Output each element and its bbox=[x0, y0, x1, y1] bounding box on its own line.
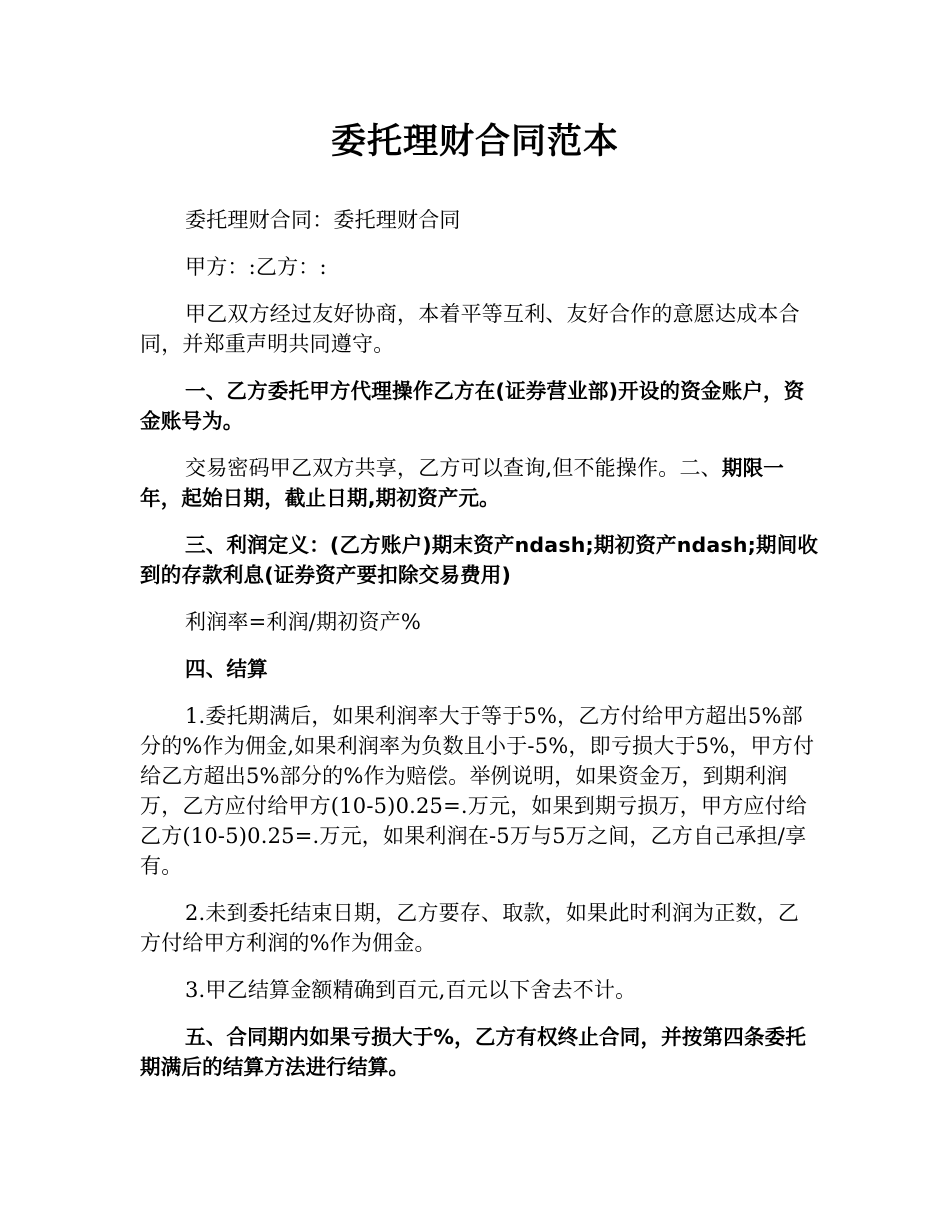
clause-5: 五、合同期内如果亏损大于%，乙方有权终止合同，并按第四条委托期满后的结算方法进行结算。 bbox=[140, 1025, 807, 1079]
settlement-item-2: 2.未到委托结束日期，乙方要存、取款，如果此时利润为正数，乙方付给甲方利润的%作为佣金。 bbox=[140, 901, 800, 955]
document-body bbox=[140, 205, 820, 1099]
parties-line: 甲方：:乙方：: bbox=[185, 255, 327, 279]
password-text: 交易密码甲乙双方共享，乙方可以查询,但不能操作。二、 bbox=[185, 456, 722, 480]
clause-3-profit-definition: 三、利润定义：(乙方账户)期末资产ndash;期初资产ndash;期间收到的存款利息(证券资产要扣除交易费用) bbox=[140, 533, 819, 587]
clause-password-and-term bbox=[140, 453, 820, 513]
contract-heading-line: 委托理财合同：委托理财合同 bbox=[185, 208, 461, 232]
profit-rate-formula: 利润率=利润/期初资产% bbox=[185, 610, 422, 634]
settlement-item-1: 1.委托期满后，如果利润率大于等于5%，乙方付给甲方超出5%部分的%作为佣金,如果利润率为负数且小于-5%，即亏损大于5%，甲方付给乙方超出5%部分的%作为赔偿。举例说明，如果资金万，到期利润万，乙方应付给甲方(10-5)0.25=.万元，如果到期亏损万，甲方应付给乙方(10-5)0.25=.万元，如果利润在-5万与5万之间，乙方自己承担/享有。 bbox=[140, 704, 815, 878]
settlement-item-3: 3.甲乙结算金额精确到百元,百元以下舍去不计。 bbox=[185, 978, 637, 1002]
clause-4-heading: 四、结算 bbox=[185, 657, 268, 681]
document-title: 委托理财合同范本 bbox=[330, 122, 619, 162]
term-text: 期限一年，起始日期，截止日期,期初资产元。 bbox=[140, 456, 784, 510]
clause-1: 一、乙方委托甲方代理操作乙方在(证券营业部)开设的资金账户，资金账号为。 bbox=[140, 379, 805, 433]
preamble-paragraph: 甲乙双方经过友好协商，本着平等互利、友好合作的意愿达成本合同，并郑重声明共同遵守。 bbox=[140, 302, 800, 356]
